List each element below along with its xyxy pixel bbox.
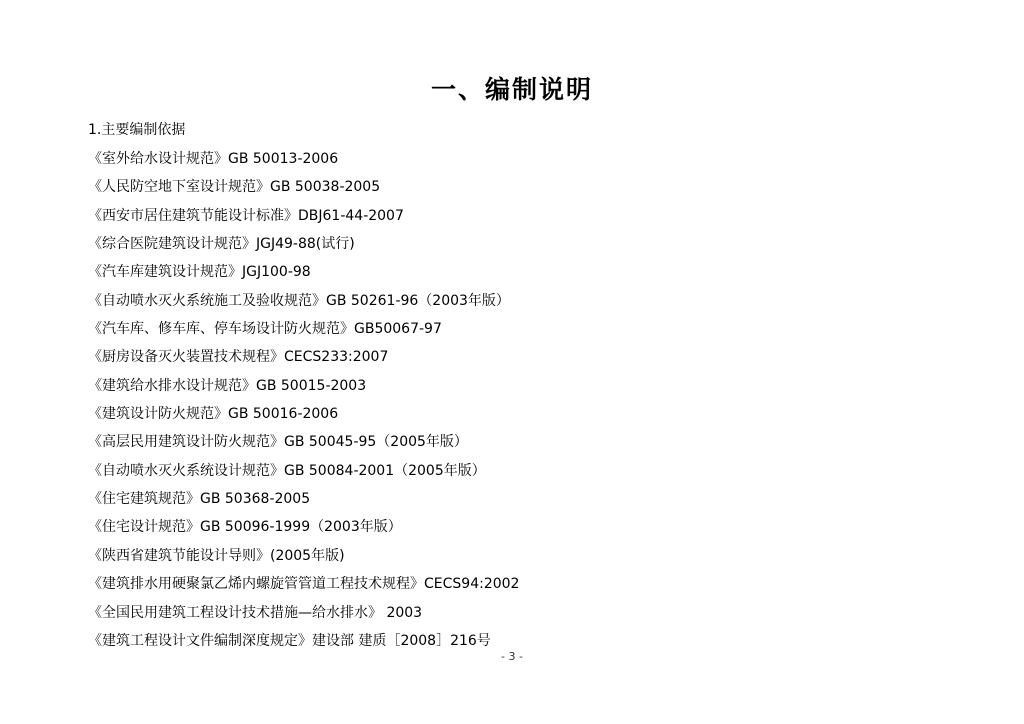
reference-item: 《住宅建筑规范》GB 50368-2005 [88,491,311,508]
reference-item: 《自动喷水灭火系统设计规范》GB 50084-2001（2005年版） [88,462,486,479]
reference-list [88,149,519,659]
reference-item: 《住宅设计规范》GB 50096-1999（2003年版） [88,519,402,536]
reference-item: 《人民防空地下室设计规范》GB 50038-2005 [88,179,381,196]
reference-item: 《高层民用建筑设计防火规范》GB 50045-95（2005年版） [88,434,468,451]
reference-item: 《建筑排水用硬聚氯乙烯内螺旋管管道工程技术规程》CECS94:2002 [88,576,520,593]
page-number: - 3 - [501,650,523,663]
page-title: 一、编制说明 [430,75,593,104]
reference-item: 《综合医院建筑设计规范》JGJ49-88(试行) [88,236,355,253]
reference-item: 《室外给水设计规范》GB 50013-2006 [88,151,339,167]
reference-item: 《建筑设计防火规范》GB 50016-2006 [88,406,339,423]
reference-item: 《汽车库建筑设计规范》JGJ100-98 [88,264,311,281]
reference-item: 《全国民用建筑工程设计技术措施—给水排水》 2003 [88,604,423,621]
reference-item: 《建筑给水排水设计规范》GB 50015-2003 [88,377,367,394]
reference-item: 《建筑工程设计文件编制深度规定》建设部 建质［2008］216号 [88,632,491,649]
reference-item: 《自动喷水灭火系统施工及验收规范》GB 50261-96（2003年版） [88,292,510,309]
reference-item: 《汽车库、修车库、停车场设计防火规范》GB50067-97 [88,321,442,338]
reference-item: 《厨房设备灭火装置技术规程》CECS233:2007 [88,349,389,366]
reference-item: 《陕西省建筑节能设计导则》(2005年版) [88,547,345,564]
reference-item: 《西安市居住建筑节能设计标准》DBJ61-44-2007 [88,207,404,224]
section-heading: 1.主要编制依据 [88,122,186,138]
